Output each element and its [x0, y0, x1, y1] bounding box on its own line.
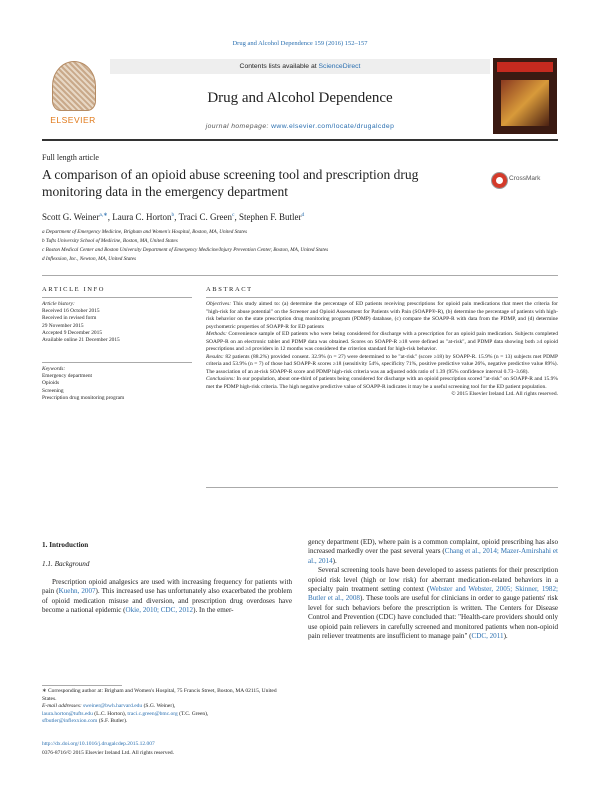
keyword: Screening [42, 387, 64, 394]
keywords-divider [42, 362, 192, 363]
doi-link[interactable]: http://dx.doi.org/10.1016/j.drugalcdep.2015.12.007 [42, 741, 155, 747]
cover-artwork [501, 80, 549, 126]
history-label: Article history: [42, 301, 75, 307]
email-link[interactable]: sweiner@bwh.harvard.edu [83, 703, 143, 710]
crossmark-icon [491, 172, 508, 189]
corresponding-author-footnote [42, 688, 292, 726]
article-history [42, 301, 192, 344]
body-text: ). In the emer- [193, 606, 234, 615]
author-affiliation-marker[interactable]: a,∗ [99, 212, 108, 218]
history-entry: Received in revised form [42, 315, 97, 322]
conclusions-text: In our population, about one-third of patients being considered for discharge with an opioid prescription scored "at-risk" on SOAPP-R and 15.9% met the PDMP high-risk criteria. The high negative predictive value of SOAPP-R indicates it may be a useful screening tool for the ED patient population. [206, 376, 558, 390]
journal-cover-image[interactable] [493, 58, 557, 134]
affiliation: b Tufts University School of Medicine, Boston, MA, United States [42, 238, 178, 244]
objectives-label: Objectives: [206, 301, 232, 307]
citation-link[interactable]: Webster and Webster, 2005; Skinner, 1982; Butler et al., 2008 [308, 585, 558, 603]
author-name[interactable]: Stephen F. Butler [239, 212, 302, 222]
subsection-heading: 1.1. Background [42, 560, 90, 568]
author-list: Scott G. Weiner$^{a,∗}$, Laura C. Horton$^b$, Traci C. Green$^c$, Stephen F. Butler$^d$ [42, 212, 305, 222]
email-link[interactable]: traci.c.green@bmc.org [127, 710, 178, 717]
author-name[interactable]: Scott G. Weiner [42, 212, 100, 222]
affiliation: a Department of Emergency Medicine, Brigham and Women's Hospital, Boston, MA, United States [42, 229, 248, 235]
issn-copyright: 0376-8716/© 2015 Elsevier Ireland Ltd. All rights reserved. [42, 750, 175, 756]
article-title: A comparison of an opioid abuse screening tool and prescription drug monitoring data in the emergency department [42, 167, 419, 199]
header-divider [42, 139, 558, 141]
affiliation: d Inflexxion, Inc., Newton, MA, United States [42, 256, 137, 262]
body-text: gency department (ED), where pain is a common complaint, opioid prescribing has also increased markedly over the past several years ( [308, 538, 558, 556]
copyright-notice: © 2015 Elsevier Ireland Ltd. All rights reserved. [451, 391, 558, 397]
article-info-divider [42, 297, 192, 298]
history-entry: 29 November 2015 [42, 322, 84, 329]
abstract-methods [206, 331, 558, 354]
citation-link[interactable]: Chang et al., 2014; Mazer-Amirshahi et al., 2014 [308, 547, 558, 565]
methods-label: Methods: [206, 331, 227, 337]
citation-link[interactable]: Okie, 2010; CDC, 2012 [125, 606, 194, 615]
body-text: ). [332, 556, 337, 565]
email-link[interactable]: laura.horton@tufts.edu [42, 710, 93, 717]
body-text: ). This increased use has unfortunately also exacerbated the problem of opioid medication misuse and diversion, and prescription drug overdoses have become a national epidemic ( [42, 587, 292, 615]
author-affiliation-marker[interactable]: d [301, 212, 305, 218]
affiliations [42, 228, 328, 264]
journal-reference[interactable]: Drug and Alcohol Dependence 159 (2016) 152–157 [232, 40, 368, 47]
abstract-results [206, 354, 558, 377]
body-text: ). [503, 632, 508, 641]
objectives-text: This study aimed to: (a) determine the percentage of ED patients receiving prescriptions for opioid pain medications that meet the criteria for "high-risk for abuse potential" on the Screener and Opioid Assessment for Patients with Pain (SOAPP®-R), (b) determine the percentage of patients with high-risk behavior on the state prescription drug monitoring program (PDMP) database, (c) compare the SOAPP-R with data from the PDMP, and (d) determine psychometric properties of SOAPP-R for ED patients [206, 301, 558, 330]
body-text: Prescription opioid analgesics are used with increasing frequency for patients with pain ( [42, 578, 292, 596]
affiliations-divider [42, 275, 558, 276]
sciencedirect-link[interactable]: ScienceDirect [318, 63, 361, 70]
keywords-label: Keywords: [42, 366, 66, 372]
email-owner: (S.F. Butler). [97, 718, 128, 725]
footnote-address: ∗ Corresponding author at: Brigham and Women's Hospital, 75 Francis Street, Boston, MA 02115, United States. [42, 688, 277, 702]
crossmark-label: CrossMark [509, 175, 541, 182]
abstract-body [206, 301, 558, 399]
keywords [42, 366, 192, 402]
abstract-heading: ABSTRACT [206, 286, 253, 293]
abstract-end-divider [206, 487, 558, 488]
email-link[interactable]: sfbutler@inflexxion.com [42, 718, 98, 725]
contents-available-line [110, 59, 490, 74]
body-text: ). These tools are useful for clinicians in order to gauge patients' risk level for such behaviors before the prescription is written. The Centers for Disease Control and Prevention (CDC) have concluded that: "Health-care providers should only use opioid pain relievers in carefully screened and monitored patients when non-opioid pain reliever treatments are insufficient to manage pain" ( [308, 594, 558, 641]
email-owner: (T.C. Green), [177, 710, 209, 717]
paragraph [308, 538, 558, 566]
homepage-link[interactable]: www.elsevier.com/locate/drugalcdep [271, 123, 395, 130]
affiliation: c Boston Medical Center and Boston University Department of Emergency Medicine/Injury Prevention Center, Boston, MA, United States [42, 247, 329, 253]
journal-title[interactable]: Drug and Alcohol Dependence [207, 90, 393, 106]
abstract-objectives [206, 301, 558, 331]
citation-link[interactable]: Kuehn, 2007 [58, 587, 96, 596]
journal-homepage-line [110, 123, 490, 130]
history-entry: Accepted 9 December 2015 [42, 329, 103, 336]
email-owner: (S.G. Weiner), [142, 703, 176, 710]
keyword: Emergency department [42, 373, 93, 380]
author-name[interactable]: Traci C. Green [178, 212, 233, 222]
cover-stripe [497, 62, 553, 72]
email-owner: (L.C. Horton), [92, 710, 128, 717]
methods-text: Convenience sample of ED patients who were being considered for discharge with a prescription for an opioid pain medication. Subjects completed SOAPP-R on an electronic tablet and PDMP data was obtained. Scores on SOAPP-R ≥18 were defined as "at-risk", and PDMP data showing both ≥4 opioid prescriptions and ≥4 providers in 12 months was considered the criterion standard for high-risk behavior. [206, 331, 558, 352]
footnote-emails [42, 703, 292, 726]
keyword: Prescription drug monitoring program [42, 394, 125, 401]
conclusions-label: Conclusions: [206, 376, 236, 382]
homepage-label: journal homepage: [205, 123, 272, 130]
body-text: Several screening tools have been developed to assess patients for their prescription opioid risk level (high or low risk) for aberrant medication-related behaviors in a specialty pain treatment setting context ( [308, 566, 558, 594]
elsevier-tree-icon [52, 61, 96, 111]
body-column-right [308, 538, 558, 641]
article-type: Full length article [42, 153, 99, 162]
history-entry: Available online 21 December 2015 [42, 337, 120, 344]
author-name[interactable]: Laura C. Horton [112, 212, 172, 222]
paragraph [308, 566, 558, 641]
footnote-divider [42, 685, 122, 686]
article-info-heading: ARTICLE INFO [42, 286, 106, 293]
author-affiliation-marker[interactable]: b [171, 212, 175, 218]
results-label: Results: [206, 353, 224, 360]
abstract-divider [206, 297, 558, 298]
abstract-conclusions [206, 376, 558, 391]
author-affiliation-marker[interactable]: c [232, 212, 235, 218]
section-heading: 1. Introduction [42, 541, 89, 549]
citation-link[interactable]: CDC, 2011 [471, 632, 504, 641]
history-entry: Received 16 October 2015 [42, 308, 100, 315]
keyword: Opioids [42, 380, 60, 387]
elsevier-wordmark: ELSEVIER [50, 115, 96, 125]
crossmark-button[interactable] [491, 171, 551, 189]
results-text: 82 patients (88.2%) provided consent. 32.9% (n = 27) were determined to be "at-risk" (score ≥18) by SOAPP-R. 15.9% (n = 13) subjects met PDMP criteria and 53.9% (n = 7) of those had SOAPP-R scores ≥18 (sensitivity 54%, specificity 71%, positive predictive value 26%, negative predictive value 89%). The association of an at-risk SOAPP-R score and PDMP high-risk criteria was an adjusted odds ratio of 1.39 (95% confidence interval 0.73–3.68). [206, 353, 558, 375]
contents-prefix: Contents lists available at [239, 63, 319, 70]
email-label: E-mail addresses: [42, 703, 84, 710]
elsevier-logo[interactable] [42, 57, 104, 127]
body-column-left [42, 578, 292, 616]
